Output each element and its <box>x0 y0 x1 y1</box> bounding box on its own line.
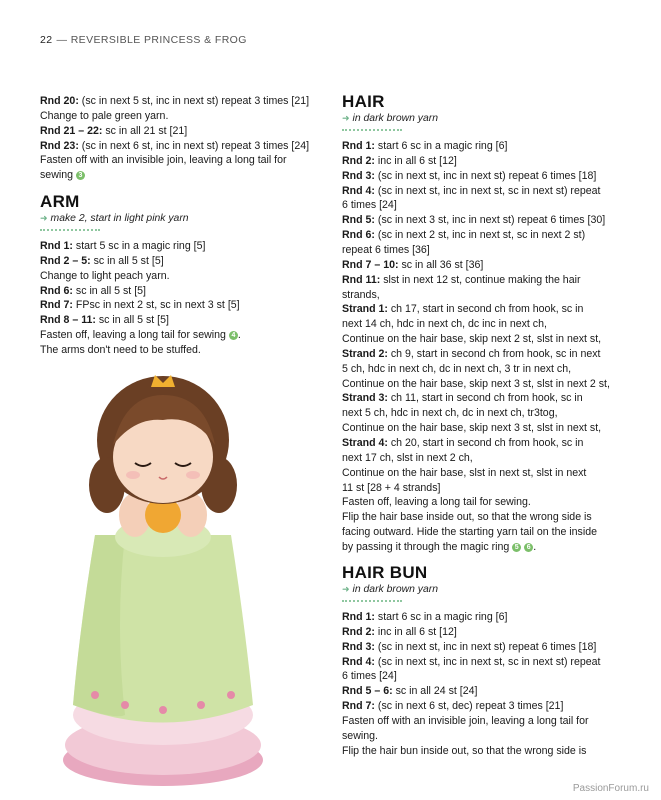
instruction-line <box>342 684 477 698</box>
instruction-text: ch 17, start in second ch from hook, sc in <box>387 303 584 316</box>
instruction-text: by passing it through the magic ring <box>342 540 510 553</box>
instruction-line <box>342 481 440 495</box>
instruction-line <box>342 510 592 524</box>
instruction-text: start 5 sc in a magic ring [5] <box>72 240 206 252</box>
instruction-text: next 5 ch, hdc in next ch, dc in next ch, tr3tog, <box>342 407 558 420</box>
instruction-text: sc in all 36 st [36] <box>398 258 484 271</box>
instruction-line <box>342 714 589 728</box>
book-title: — REVERSIBLE PRINCESS & FROG <box>56 34 247 46</box>
arrow-icon: ➜ <box>40 213 48 223</box>
instruction-line <box>342 243 430 257</box>
instruction-text: Continue on the hair base, skip next 3 st, slst in next st, <box>342 422 602 435</box>
instruction-text: (sc in next st, inc in next st) repeat 6 times [18] <box>374 640 597 653</box>
instruction-text: Continue on the hair base, skip next 3 st, slst in next 2 st, <box>342 377 610 390</box>
round-label: Rnd 3: <box>342 169 375 182</box>
round-label: Rnd 1: <box>40 240 73 252</box>
instruction-text: The arms don't need to be stuffed. <box>40 343 201 356</box>
instruction-text: inc in all 6 st [12] <box>374 154 457 167</box>
instruction-line <box>342 451 473 465</box>
instruction-text: ch 9, start in second ch from hook, sc in next <box>387 347 601 360</box>
instruction-line <box>342 729 378 743</box>
instruction-line <box>342 273 580 287</box>
instruction-suffix: . <box>237 329 241 342</box>
instruction-line <box>40 94 309 108</box>
instruction-line <box>342 317 547 331</box>
dotted-divider <box>342 129 402 133</box>
instruction-line <box>342 495 531 509</box>
instruction-text: Continue on the hair base, skip next 2 st, slst in next st, <box>342 333 602 346</box>
watermark: PassionForum.ru <box>572 783 649 794</box>
instruction-text: Change to light peach yarn. <box>40 269 170 282</box>
instruction-text: (sc in next st, inc in next st) repeat 6 times [18] <box>374 169 597 182</box>
instruction-text: (sc in next st, inc in next st, sc in next st) repeat <box>374 184 601 197</box>
instruction-line <box>342 184 600 198</box>
instruction-text: 6 times [24] <box>342 199 397 212</box>
hair-bun-heading: HAIR BUN <box>342 563 428 582</box>
instruction-text: start 6 sc in a magic ring [6] <box>374 611 508 623</box>
round-label: Rnd 7: <box>342 700 375 713</box>
princess-doll-photo <box>55 365 285 790</box>
round-label: Rnd 21 – 22: <box>40 124 103 137</box>
instruction-text: FPsc in next 2 st, sc in next 3 st [5] <box>72 299 240 312</box>
round-label: Rnd 20: <box>40 95 79 107</box>
instruction-text: strands, <box>342 288 380 301</box>
instruction-text: (sc in next st, inc in next st, sc in next st) repeat <box>374 655 601 668</box>
instruction-line <box>342 391 583 405</box>
instruction-text: next 14 ch, hdc in next ch, dc inc in next ch, <box>342 318 547 331</box>
instruction-line <box>40 269 170 283</box>
round-label: Rnd 5 – 6: <box>342 685 393 698</box>
instruction-text: repeat 6 times [36] <box>342 243 430 256</box>
instruction-text: Fasten off, leaving a long tail for sewing <box>40 329 226 342</box>
instruction-text: next 17 ch, slst in next 2 ch, <box>342 451 473 464</box>
round-label: Strand 2: <box>342 347 388 360</box>
instruction-line <box>342 288 380 302</box>
instruction-line <box>40 298 240 312</box>
instruction-text: 11 st [28 + 4 strands] <box>342 481 441 494</box>
instruction-text: 6 times [24] <box>342 670 397 683</box>
round-label: Rnd 3: <box>342 640 375 653</box>
instruction-line <box>342 362 571 376</box>
dotted-divider <box>342 600 402 604</box>
round-label: Rnd 2: <box>342 625 375 638</box>
instruction-text: ch 11, start in second ch from hook, sc in <box>387 392 583 405</box>
instruction-line <box>342 669 397 683</box>
instruction-line <box>342 421 601 435</box>
hair-heading: HAIR <box>342 92 385 111</box>
instruction-line <box>342 332 601 346</box>
round-label: Rnd 2: <box>342 154 375 167</box>
arm-subtitle-text: make 2, start in light pink yarn <box>50 213 189 224</box>
round-label: Rnd 4: <box>342 655 375 668</box>
instruction-line <box>342 540 536 554</box>
instruction-line <box>40 254 164 268</box>
instruction-line <box>342 213 605 227</box>
round-label: Rnd 8 – 11: <box>40 314 96 327</box>
instruction-text: sc in all 21 st [21] <box>102 124 188 137</box>
instruction-line <box>40 153 287 167</box>
arm-subtitle <box>40 213 189 224</box>
arrow-icon: ➜ <box>342 584 350 594</box>
instruction-text: sc in all 5 st [5] <box>95 314 169 327</box>
instruction-text: (sc in next 5 st, inc in next st) repeat 3 times [21] <box>78 95 310 107</box>
step-photo-badge: 5 <box>512 543 521 552</box>
hair-subtitle-text: in dark brown yarn <box>352 113 439 124</box>
round-label: Rnd 1: <box>342 140 375 152</box>
instruction-line <box>342 436 583 450</box>
hair-bun-subtitle-text: in dark brown yarn <box>352 584 439 595</box>
instruction-line <box>342 744 586 758</box>
instruction-text: Fasten off with an invisible join, leaving a long tail for <box>40 154 287 167</box>
instruction-line <box>342 406 558 420</box>
hair-bun-subtitle <box>342 584 438 595</box>
instruction-text: Flip the hair base inside out, so that the wrong side is <box>342 511 592 524</box>
instruction-text: (sc in next 6 st, dec) repeat 3 times [21] <box>374 700 564 713</box>
instruction-text: Continue on the hair base, slst in next st, slst in next <box>342 466 587 479</box>
instruction-line <box>342 228 585 242</box>
instruction-line <box>40 168 85 182</box>
instruction-text: Flip the hair bun inside out, so that the wrong side is <box>342 744 587 757</box>
round-label: Rnd 4: <box>342 184 375 197</box>
instruction-text: slst in next 12 st, continue making the hair <box>380 273 581 286</box>
instruction-line <box>342 466 586 480</box>
instruction-line <box>342 610 507 624</box>
round-label: Rnd 6: <box>40 284 73 297</box>
round-label: Rnd 5: <box>342 214 375 227</box>
instruction-text: (sc in next 3 st, inc in next st) repeat 6 times [30] <box>374 214 606 227</box>
arrow-icon: ➜ <box>342 113 350 123</box>
instruction-text: (sc in next 2 st, inc in next st, sc in next 2 st) <box>374 229 586 242</box>
round-label: Rnd 2 – 5: <box>40 254 91 267</box>
round-label: Rnd 1: <box>342 611 375 623</box>
instruction-text: inc in all 6 st [12] <box>374 625 457 638</box>
instruction-text: (sc in next 6 st, inc in next st) repeat 3 times [24] <box>78 139 310 152</box>
instruction-text: Fasten off, leaving a long tail for sewing. <box>342 496 531 509</box>
instruction-line <box>342 302 583 316</box>
instruction-line <box>342 377 610 391</box>
dotted-divider <box>40 229 100 233</box>
instruction-line <box>342 625 457 639</box>
round-label: Rnd 11: <box>342 273 381 286</box>
running-header <box>40 34 247 46</box>
instruction-line <box>342 347 601 361</box>
hair-subtitle <box>342 113 438 124</box>
round-label: Rnd 6: <box>342 229 375 242</box>
round-label: Strand 4: <box>342 437 388 449</box>
round-label: Strand 3: <box>342 392 388 405</box>
instruction-line <box>342 525 597 539</box>
instruction-text: 5 ch, hdc in next ch, dc in next ch, 3 tr in next ch, <box>342 362 572 375</box>
instruction-line <box>40 284 146 298</box>
instruction-text: sewing. <box>342 729 378 742</box>
instruction-line <box>342 258 483 272</box>
instruction-text: Fasten off with an invisible join, leaving a long tail for <box>342 714 589 727</box>
instruction-text: sc in all 24 st [24] <box>392 685 478 698</box>
instruction-text: sewing <box>40 169 73 182</box>
instruction-text: sc in all 5 st [5] <box>72 284 146 297</box>
step-photo-badge: 6 <box>524 543 533 552</box>
step-photo-badge: 4 <box>229 331 238 340</box>
instruction-line <box>342 655 600 669</box>
instruction-text: start 6 sc in a magic ring [6] <box>374 140 508 152</box>
instruction-line <box>40 239 205 253</box>
instruction-line <box>342 640 596 654</box>
instruction-suffix: . <box>533 540 537 553</box>
instruction-text: ch 20, start in second ch from hook, sc in <box>387 437 584 449</box>
instruction-text: facing outward. Hide the starting yarn tail on the inside <box>342 526 597 539</box>
instruction-line <box>342 198 397 212</box>
round-label: Rnd 7 – 10: <box>342 258 399 271</box>
instruction-line <box>342 169 596 183</box>
instruction-line <box>40 328 241 342</box>
arm-heading: ARM <box>40 192 80 211</box>
step-photo-badge: 3 <box>76 171 85 180</box>
instruction-line <box>342 139 507 153</box>
instruction-line <box>40 109 168 123</box>
instruction-line <box>342 699 563 713</box>
round-label: Rnd 23: <box>40 139 79 152</box>
page-number: 22 <box>40 34 53 46</box>
instruction-text: Change to pale green yarn. <box>40 109 169 122</box>
instruction-line <box>40 124 187 138</box>
instruction-line <box>40 343 201 357</box>
instruction-text: sc in all 5 st [5] <box>90 254 164 267</box>
instruction-line <box>40 139 309 153</box>
round-label: Rnd 7: <box>40 299 73 312</box>
instruction-line <box>40 313 169 327</box>
instruction-line <box>342 154 457 168</box>
round-label: Strand 1: <box>342 303 388 316</box>
